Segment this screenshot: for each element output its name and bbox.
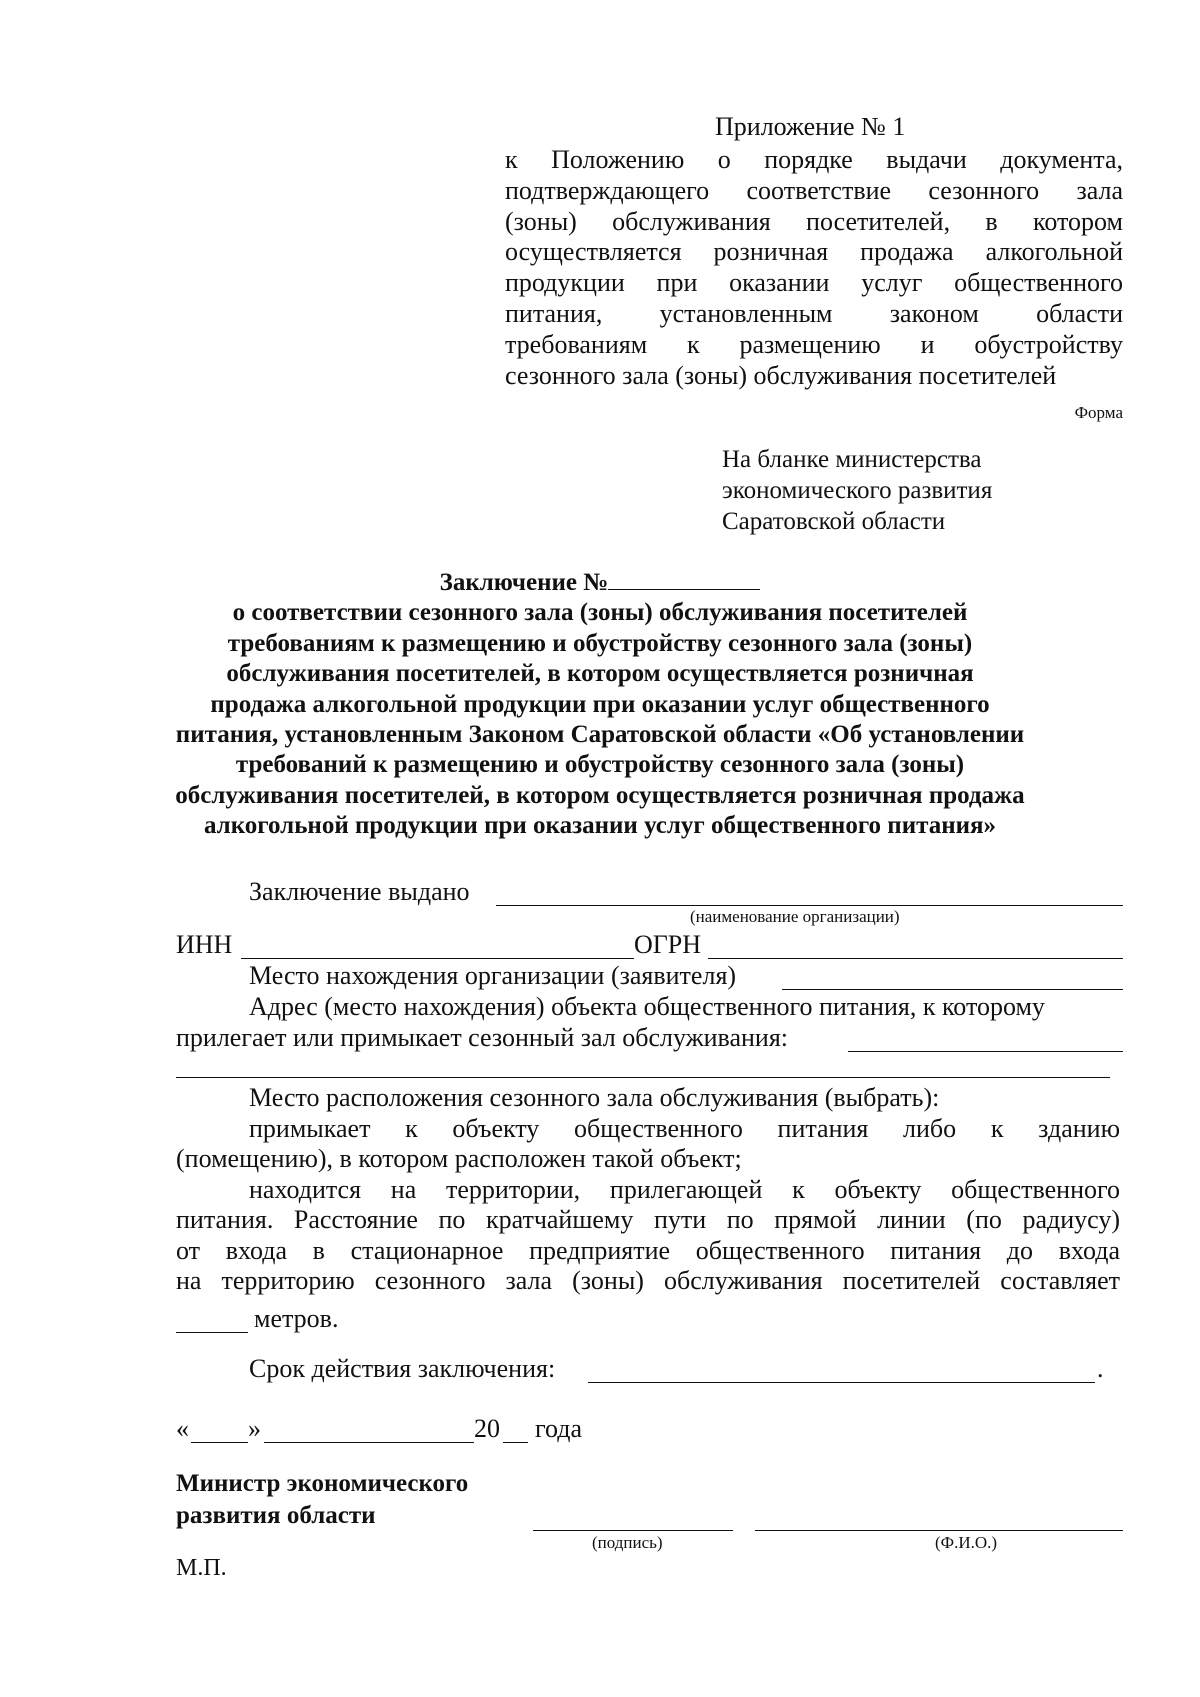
appendix-line: сезонного зала (зоны) обслуживания посетителей: [505, 360, 1057, 390]
date-close-quote: »: [248, 1414, 261, 1443]
appendix-line: требованиям к размещению и обустройству: [505, 329, 1123, 359]
title-line: требованиям к размещению и обустройству сезонного зала (зоны): [227, 629, 973, 657]
letterhead-note: [722, 444, 992, 537]
placement-line: (помещению), в котором расположен такой объект;: [176, 1144, 742, 1173]
address-line: прилегает или примыкает сезонный зал обслуживания:: [176, 1023, 789, 1052]
minister-line: Министр экономического: [176, 1470, 469, 1497]
date-day-field[interactable]: [191, 1442, 248, 1443]
title-line: требований к размещению и обустройству сезонного зала (зоны): [235, 751, 965, 779]
address-field[interactable]: [848, 1051, 1123, 1052]
placement-line: примыкает к объекту общественного питания либо к зданию: [249, 1113, 1120, 1143]
minister-title: [176, 1468, 468, 1532]
validity-field[interactable]: [588, 1382, 1095, 1383]
placement-line: находится на территории, прилегающей к объекту общественного: [249, 1174, 1120, 1204]
issued-to-field[interactable]: [496, 905, 1123, 906]
placement-paragraph: [176, 1083, 1120, 1297]
signature-caption: (подпись): [592, 1533, 663, 1552]
appendix-line: продукции при оказании услуг общественного: [505, 268, 1123, 298]
appendix-text: [505, 145, 1123, 391]
letterhead-line: экономического развития: [722, 477, 993, 504]
date-open-quote: «: [176, 1414, 189, 1443]
validity-label: Срок действия заключения:: [249, 1354, 556, 1383]
date-year-field[interactable]: [503, 1442, 528, 1443]
title-line: питания, установленным Законом Саратовской области «Об установлении: [175, 721, 1025, 749]
placement-line: Место расположения сезонного зала обслуживания (выбрать):: [249, 1083, 940, 1112]
appendix-line: (зоны) обслуживания посетителей, в котором: [505, 206, 1123, 236]
ogrn-label: ОГРН: [634, 930, 702, 959]
inn-label: ИНН: [176, 930, 233, 959]
title-line: о соответствии сезонного зала (зоны) обслуживания посетителей: [232, 599, 968, 627]
appendix-line: к Положению о порядке выдачи документа,: [505, 145, 1123, 174]
placement-line: от входа в стационарное предприятие общественного питания до входа: [176, 1235, 1120, 1265]
date-month-field[interactable]: [264, 1442, 474, 1443]
minister-line: развития области: [176, 1502, 376, 1529]
letterhead-line: Саратовской области: [722, 508, 946, 535]
meters-field[interactable]: [176, 1332, 248, 1333]
date-century: 20: [474, 1414, 500, 1443]
title-line: алкогольной продукции при оказании услуг общественного питания»: [203, 812, 997, 840]
fio-field[interactable]: [755, 1530, 1123, 1531]
signature-field[interactable]: [533, 1530, 733, 1531]
stamp-label: М.П.: [176, 1555, 227, 1581]
document-title: [150, 565, 1050, 842]
issued-to-label: Заключение выдано: [249, 877, 470, 906]
location-label: Место нахождения организации (заявителя): [249, 961, 737, 990]
appendix-line: осуществляется розничная продажа алкогольной: [505, 237, 1123, 267]
title-line: обслуживания посетителей, в котором осуществляется розничная продажа: [175, 781, 1025, 809]
address-field-continuation[interactable]: [176, 1077, 1110, 1078]
title-line: обслуживания посетителей, в котором осуществляется розничная: [226, 660, 974, 688]
date-year-word: года: [535, 1414, 583, 1443]
validity-end: .: [1097, 1354, 1104, 1383]
ogrn-field[interactable]: [708, 958, 1123, 959]
meters-label: метров.: [254, 1304, 339, 1333]
title-heading-line: [150, 565, 1050, 598]
inn-field[interactable]: [241, 958, 634, 959]
placement-line: на территорию сезонного зала (зоны) обслуживания посетителей составляет: [176, 1266, 1120, 1295]
title-line: продажа алкогольной продукции при оказании услуг общественного: [210, 690, 990, 718]
appendix-title: Приложение № 1: [715, 112, 906, 141]
appendix-line: питания, установленным законом области: [505, 298, 1123, 328]
letterhead-line: На бланке министерства: [722, 446, 982, 473]
address-line: Адрес (место нахождения) объекта общественного питания, к которому: [249, 992, 1045, 1021]
issued-to-caption: (наименование организации): [690, 907, 900, 926]
location-field[interactable]: [782, 989, 1123, 990]
conclusion-number-field[interactable]: [608, 565, 760, 590]
form-label: Форма: [1074, 403, 1123, 422]
appendix-line: подтверждающего соответствие сезонного зала: [505, 175, 1123, 205]
fio-caption: (Ф.И.О.): [935, 1533, 998, 1552]
title-heading: Заключение №: [439, 569, 609, 596]
placement-line: питания. Расстояние по кратчайшему пути по прямой линии (по радиусу): [176, 1205, 1120, 1234]
